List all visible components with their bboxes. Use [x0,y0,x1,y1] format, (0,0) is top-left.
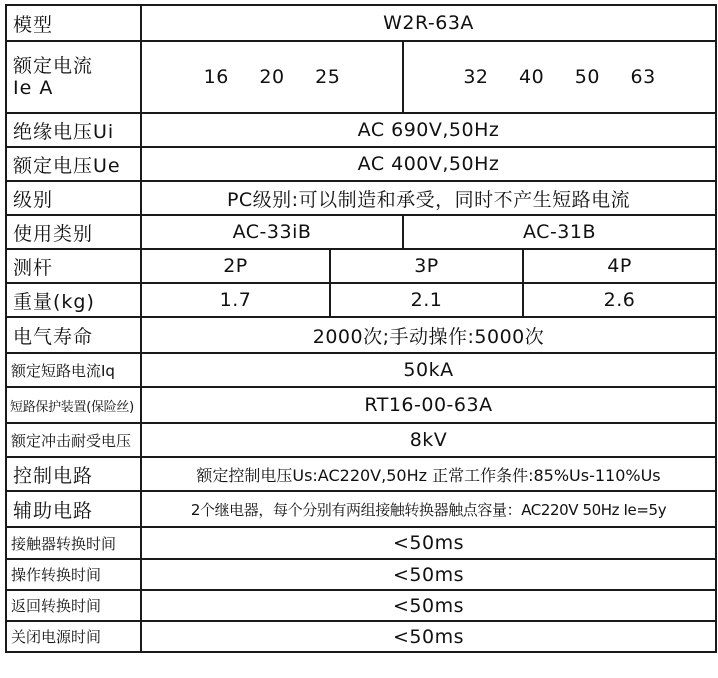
label-weight: 重量(kg) [6,283,141,317]
row-utilization-category [6,215,716,249]
current-value: 63 [630,66,656,88]
label-impulse-voltage: 额定冲击耐受电压 [6,423,141,457]
value-poles-4p: 4P [523,249,716,283]
label-rated-current [6,41,141,113]
row-auxiliary-circuit [6,491,716,527]
value-return-transfer-time: <50ms [141,590,716,621]
label-rated-voltage: 额定电压Ue [6,147,141,181]
value-short-circuit-protection: RT16-00-63A [141,387,716,423]
row-contactor-transfer-time [6,527,716,559]
current-value: 25 [315,66,341,88]
spec-table [5,4,717,653]
label-control-circuit: 控制电路 [6,457,141,491]
row-poles [6,249,716,283]
value-operation-transfer-time: <50ms [141,559,716,590]
row-model [6,5,716,41]
value-weight-2p: 1.7 [141,283,330,317]
row-insulation-voltage [6,113,716,147]
row-return-transfer-time [6,590,716,621]
current-value: 32 [463,66,489,88]
row-short-circuit-protection [6,387,716,423]
label-rated-current-line2: Ie A [13,77,54,99]
value-short-circuit-current: 50kA [141,353,716,387]
label-power-off-time: 关闭电源时间 [6,621,141,652]
value-power-off-time: <50ms [141,621,716,652]
label-electrical-life: 电气寿命 [6,317,141,353]
value-rated-voltage: AC 400V,50Hz [141,147,716,181]
current-value: 40 [519,66,545,88]
row-class [6,181,716,215]
row-operation-transfer-time [6,559,716,590]
label-contactor-transfer-time: 接触器转换时间 [6,527,141,559]
label-operation-transfer-time: 操作转换时间 [6,559,141,590]
label-class: 级别 [6,181,141,215]
row-weight [6,283,716,317]
value-control-circuit: 额定控制电压Us:AC220V,50Hz 正常工作条件:85%Us-110%Us [141,457,716,491]
value-class: PC级别:可以制造和承受，同时不产生短路电流 [141,181,716,215]
current-value: 16 [203,66,229,88]
row-rated-current [6,41,716,113]
current-group-2 [403,41,716,113]
label-rated-current-line1: 额定电流 [13,55,94,77]
current-group-1 [141,41,403,113]
label-return-transfer-time: 返回转换时间 [6,590,141,621]
label-short-circuit-current: 额定短路电流Iq [6,353,141,387]
label-utilization-category: 使用类别 [6,215,141,249]
row-power-off-time [6,621,716,652]
current-value: 50 [574,66,600,88]
value-contactor-transfer-time: <50ms [141,527,716,559]
current-value: 20 [259,66,285,88]
value-poles-3p: 3P [330,249,523,283]
label-insulation-voltage: 绝缘电压Ui [6,113,141,147]
value-poles-2p: 2P [141,249,330,283]
row-control-circuit [6,457,716,491]
row-rated-voltage [6,147,716,181]
value-utilization-category-1: AC-33iB [141,215,403,249]
value-impulse-voltage: 8kV [141,423,716,457]
row-short-circuit-current [6,353,716,387]
value-weight-4p: 2.6 [523,283,716,317]
label-model: 模型 [6,5,141,41]
value-utilization-category-2: AC-31B [403,215,716,249]
label-auxiliary-circuit: 辅助电路 [6,491,141,527]
value-insulation-voltage: AC 690V,50Hz [141,113,716,147]
row-electrical-life [6,317,716,353]
value-model: W2R-63A [141,5,716,41]
value-weight-3p: 2.1 [330,283,523,317]
label-short-circuit-protection: 短路保护装置(保险丝) [6,387,141,423]
value-auxiliary-circuit: 2个继电器，每个分别有两组接触转换器触点容量：AC220V 50Hz Ie=5y [141,491,716,527]
value-electrical-life: 2000次;手动操作:5000次 [141,317,716,353]
label-poles: 测杆 [6,249,141,283]
row-impulse-voltage [6,423,716,457]
